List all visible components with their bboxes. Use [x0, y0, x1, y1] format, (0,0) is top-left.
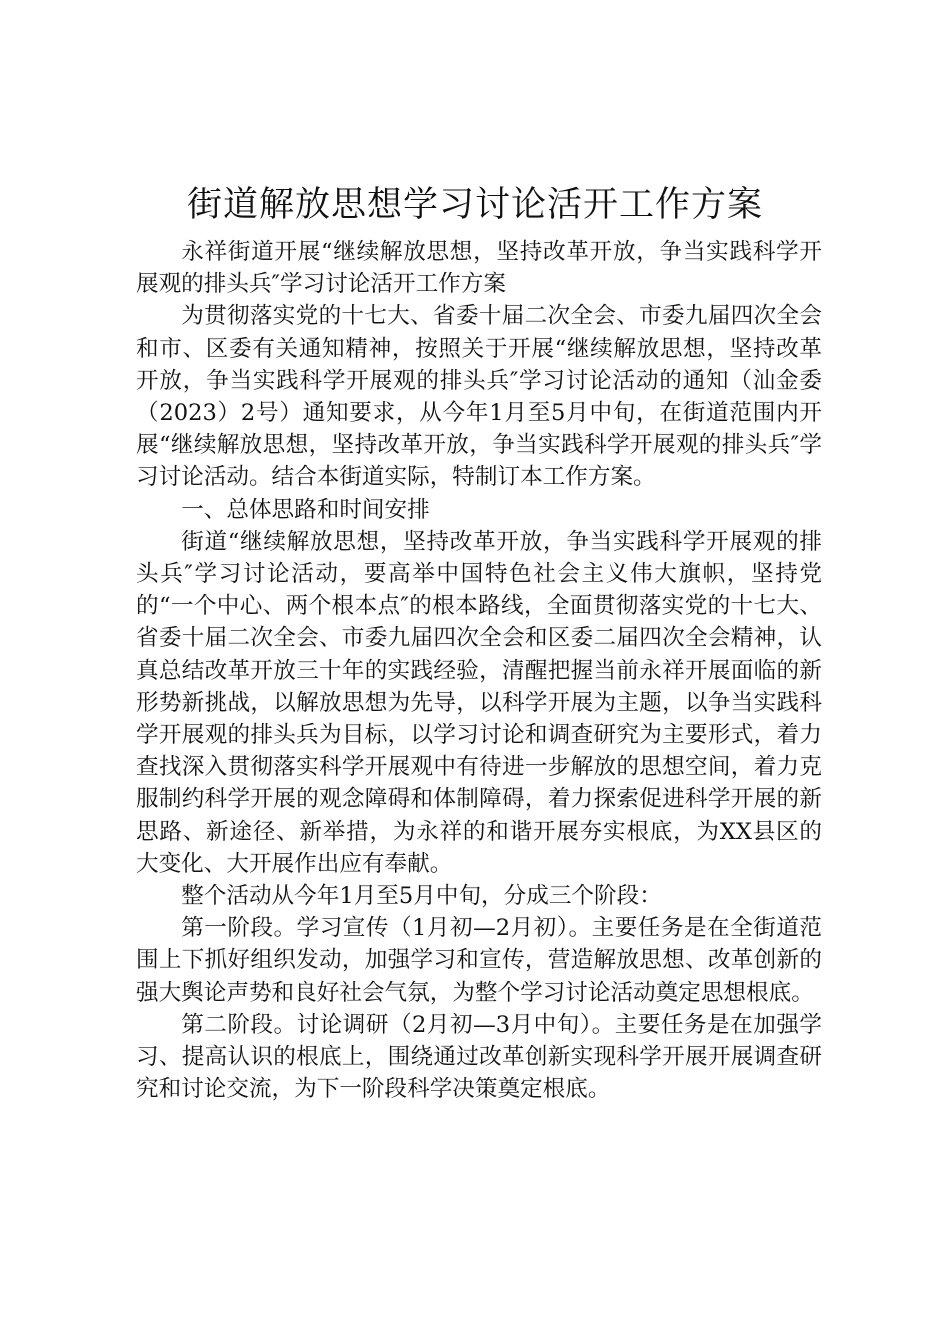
paragraph-stages-intro: 整个活动从今年1月至5月中旬，分成三个阶段： — [181, 883, 662, 910]
paragraph-overall-approach: 街道“继续解放思想，坚持改革开放，争当实践科学开展观的排头兵″学习讨论活动，要高举中国特色社会主义伟大旗帜，坚持党的“一个中心、两个根本点″的根本路线，全面贯彻落实党的十七大、省委十届二次全会、市委九届四次全会和区委二届四次全会精神，认真总结改革开放三十年的实践经验，清醒把握当前永祥开展面临的新形势新挑战，以解放思想为先导，以科学开展为主题，以争当实践科学开展观的排头兵为目标，以学习讨论和调查研究为主要形式，着力查找深入贯彻落实科学开展观中有待进一步解放的思想空间，着力克服制约科学开展的观念障碍和体制障碍，着力探索促进科学开展的新思路、新途径、新举措，为永祥的和谐开展夯实根底，为XX县区的大变化、大开展作出应有奉献。 — [136, 528, 822, 877]
paragraph-stage-one: 第一阶段。学习宣传（1月初—2月初）。主要任务是在全街道范围上下抓好组织发动，加强学习和宣传，营造解放思想、改革创新的强大舆论声势和良好社会气氛，为整个学习讨论活动奠定思想根底。 — [136, 915, 822, 1006]
paragraph-intro-heading: 永祥街道开展“继续解放思想，坚持改革开放，争当实践科学开展观的排头兵″学习讨论活开工作方案 — [136, 239, 822, 298]
section-heading-overall: 一、总体思路和时间安排 — [181, 496, 430, 523]
paragraph-purpose: 为贯彻落实党的十七大、省委十届二次全会、市委九届四次全会和市、区委有关通知精神，按照关于开展“继续解放思想，坚持改革开放，争当实践科学开展观的排头兵″学习讨论活动的通知（汕金委（2023）2号）通知要求，从今年1月至5月中旬，在街道范围内开展“继续解放思想，坚持改革开放，争当实践科学开展观的排头兵″学习讨论活动。结合本街道实际，特制订本工作方案。 — [136, 303, 822, 491]
document-title: 街道解放思想学习讨论活开工作方案 — [186, 185, 763, 225]
document-body — [136, 236, 822, 1105]
paragraph-stage-two: 第二阶段。讨论调研（2月初—3月中旬）。主要任务是在加强学习、提高认识的根底上，围绕通过改革创新实现科学开展开展调查研究和讨论交流，为下一阶段科学决策奠定根底。 — [136, 1011, 822, 1103]
